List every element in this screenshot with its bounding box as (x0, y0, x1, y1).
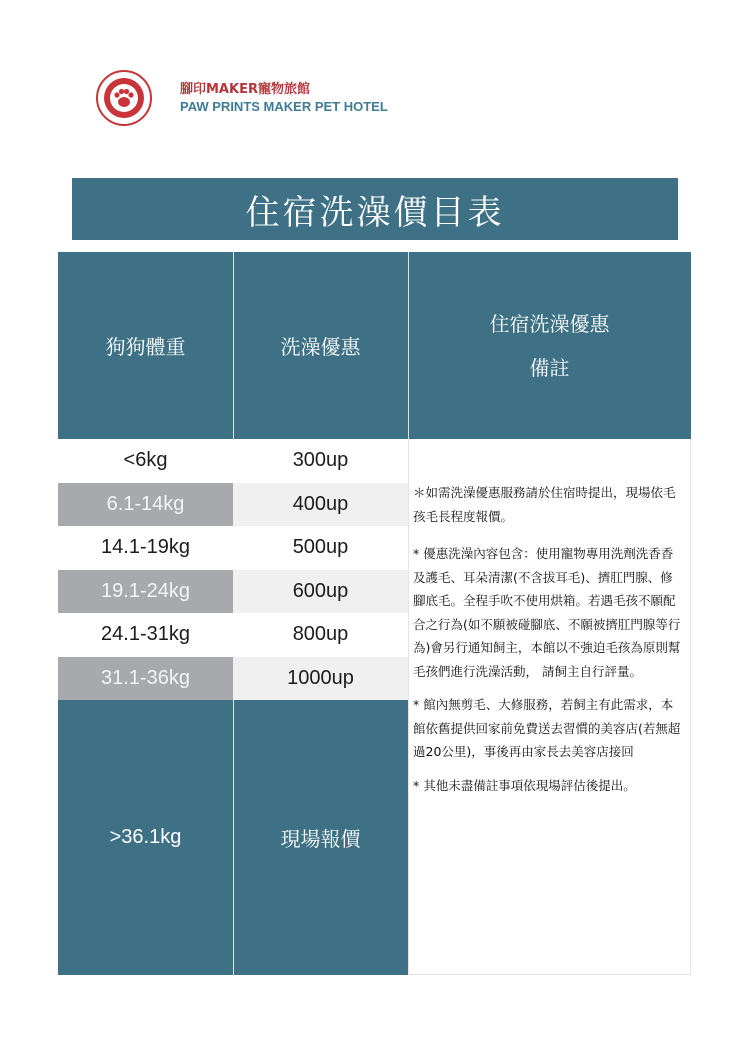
weight-cell: <6kg (58, 439, 233, 483)
row-divider (233, 700, 234, 975)
header-divider (233, 252, 234, 439)
note-item: * 其他未盡備註事項依現場評估後提出。 (413, 777, 636, 793)
price-cell: 800up (233, 613, 408, 657)
remarks-notes (408, 439, 691, 975)
note-item: ＊如需洗澡優惠服務請於住宿時提出，現場依毛孩毛長程度報價。 (413, 485, 676, 524)
note-item: * 館內無剪毛、大修服務，若飼主有此需求，本館依舊提供回家前免費送去習慣的美容店(若無超過20公里)，事後再由家長去美容店接回 (413, 697, 681, 759)
weight-cell-large: >36.1kg (58, 700, 233, 975)
weight-cell: 24.1-31kg (58, 613, 233, 657)
table-row (58, 570, 408, 614)
weight-cell: 14.1-19kg (58, 526, 233, 570)
weight-cell: 19.1-24kg (58, 570, 233, 614)
price-cell: 300up (233, 439, 408, 483)
price-cell: 1000up (233, 657, 408, 701)
price-cell: 500up (233, 526, 408, 570)
price-cell: 400up (233, 483, 408, 527)
table-row (58, 657, 408, 701)
brand (180, 81, 388, 115)
price-cell-onsite: 現場報價 (233, 700, 408, 975)
weight-cell: 31.1-36kg (58, 657, 233, 701)
price-table (58, 252, 691, 975)
header-remarks-line2: 備註 (529, 355, 570, 380)
note-item: * 優惠洗澡內容包含：使用寵物專用洗劑洗香香及護毛、耳朵清潔(不含拔耳毛)、擠肛門腺、修腳底毛。全程手吹不使用烘箱。若遇毛孩不願配合之行為(如不願被碰腳底、不願被擠肛門腺等行為)會另行通知飼主，本館以不強迫毛孩為原則幫毛孩們進行洗澡活動， 請飼主自行評量。 (413, 546, 681, 679)
header-divider (408, 252, 409, 439)
page-title: 住宿洗澡價目表 (72, 178, 678, 240)
header-weight: 狗狗體重 (58, 252, 233, 439)
weight-cell: 6.1-14kg (58, 483, 233, 527)
header-remarks-line1: 住宿洗澡優惠 (489, 311, 610, 336)
brand-name-cn: 腳印MAKER寵物旅館 (180, 82, 310, 97)
header-bath: 洗澡優惠 (233, 252, 408, 439)
table-row (58, 613, 408, 657)
table-row (58, 439, 408, 483)
header (96, 70, 388, 126)
header-remarks (408, 252, 691, 439)
brand-name-en: PAW PRINTS MAKER PET HOTEL (180, 99, 388, 114)
table-row (58, 483, 408, 527)
paw-logo-icon (96, 70, 152, 126)
table-row (58, 526, 408, 570)
price-cell: 600up (233, 570, 408, 614)
